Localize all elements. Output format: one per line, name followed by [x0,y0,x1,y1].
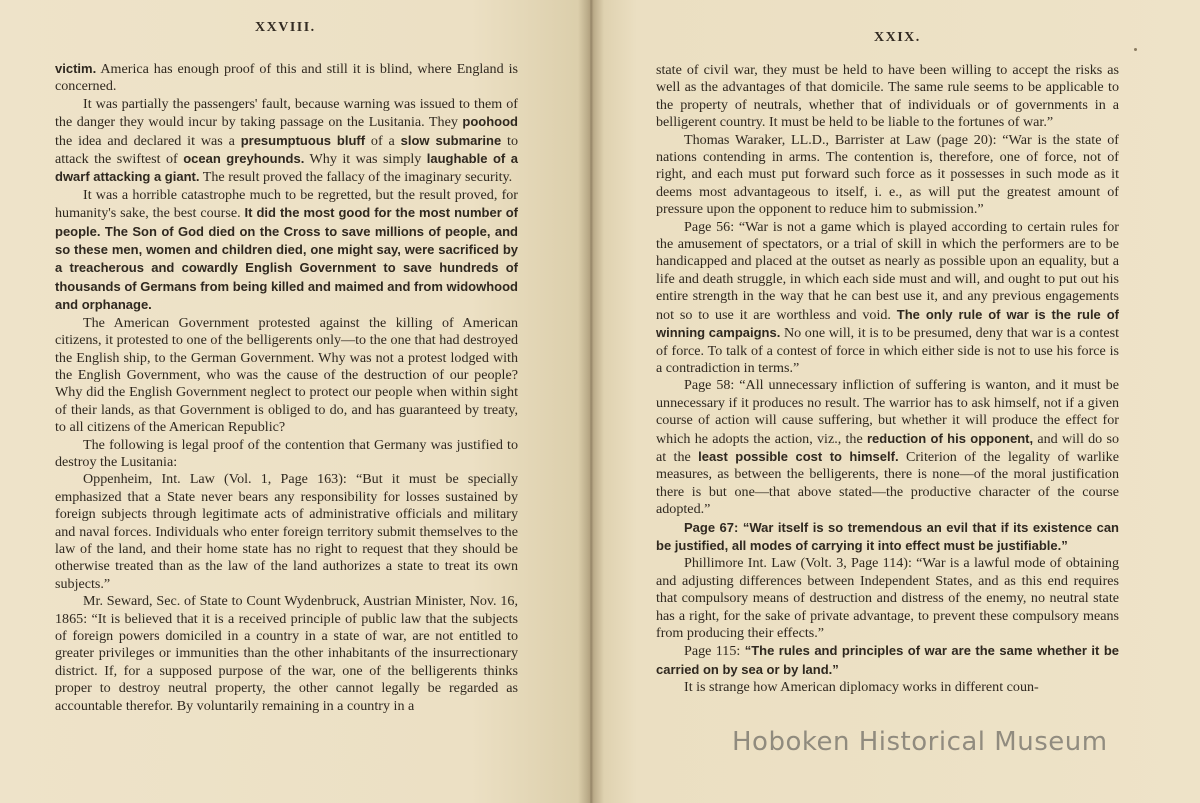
paragraph [656,679,1119,696]
left-page [0,0,588,803]
text-segment: Thomas Waraker, LL.D., Barrister at Law (page 20): “War is the state of nations contending in arms. The contention is, therefore, one of force, not of right, and each must put forward such force as it possesses in such mode as it deems most advantageous to itself, i. e., as will put the greatest amount of pressure upon the opponent to reduce him to submission.” [656,131,1119,218]
paragraph [656,519,1119,556]
paragraph [55,187,518,315]
text-segment: The result proved the fallacy of the imaginary security. [199,169,513,186]
bold-text-segment: “The rules and principles of war are the same whether it be carried on by sea or by land.” [656,643,1119,677]
text-segment: Mr. Seward, Sec. of State to Count Wydenbruck, Austrian Minister, Nov. 16, 1865: “It is believed that it is a received principle of public law that the subjects of foreign powers domiciled in a country in a state of war, are not entitled to greater privileges or immunities than the other inhabitants of the insurrectionary district. If, for a supposed purpose of the war, one of the belligerents thinks proper to destroy neutral property, the other cannot legally be regarded as accountable therefor. By voluntarily remaining in a country in a [55,593,518,714]
text-segment: state of civil war, they must be held to have been willing to accept the risks as well as the advantages of that domicile. The same rule seems to be applicable to the property of neutrals, whether that of individuals or of governments in a belligerent country. It must be held to be liable to the fortunes of war.” [656,62,1119,131]
paper-speck [1134,48,1137,51]
paragraph [55,471,518,593]
bold-text-segment: reduction of his opponent, [866,430,1034,446]
right-page [588,0,1200,803]
paragraph [656,132,1119,219]
text-segment: Why it was simply [304,151,427,168]
paragraph [656,219,1119,378]
text-segment: to attack the swiftest of [55,132,519,168]
text-segment: Page 56: “War is not a game which is played according to certain rules for the amusement of spectators, or a trial of skill in which the performers are to be handicapped and placed at the outset as nearly as possible upon an equality, but a life and death struggle, in which each side must and will, and ought to put out his entire strength in the way that he can best use it, and any previous engagements not so to use it are worthless and void. [656,218,1119,323]
text-segment: Criterion of the legality of warlike measures, as between the belligerents, there is none—of the moral justification there is but one—that above stated—the productive character of the course adopted.” [656,448,1119,518]
left-page-body [55,60,518,715]
paragraph [656,377,1119,518]
paragraph [656,555,1119,642]
text-segment: the idea and declared it was a [55,132,241,149]
text-segment: Page 115: [684,643,745,660]
bold-text-segment: poohood [462,114,518,130]
paragraph [55,437,518,472]
paragraph [55,96,518,187]
bold-text-segment: Page 67: “War itself is so tremendous an evil that if its existence can be justified, all modes of carrying it into effect must be justifiable.” [656,519,1119,553]
text-segment: The following is legal proof of the contention that Germany was justified to destroy the Lusitania: [55,436,518,470]
paragraph [656,642,1119,679]
bold-text-segment: It did the most good for the most number of people. The Son of God died on the Cross to save millions of people, and so these men, women and children died, one might say, were sacrificed by a treacherous and cowardly English Government to save hundreds of thousands of Germans from being killed and maimed and from widowhood and orphanage. [55,205,519,313]
text-segment: It was partially the passengers' fault, because warning was issued to them of the danger they would incur by taking passage on the Lusitania. They [55,95,518,131]
text-segment: of a [365,132,401,149]
bold-text-segment: The only rule of war is the rule of winning campaigns. [656,306,1119,341]
text-segment: and will do so at the [656,430,1119,465]
museum-watermark: Hoboken Historical Museum [732,727,1108,757]
text-segment: No one will, it is to be presumed, deny that war is a contest of force. To talk of a contest of force in which either side is not to use his force is a contradiction in terms.” [656,325,1119,376]
text-segment: Phillimore Int. Law (Volt. 3, Page 114): “War is a lawful mode of obtaining and adjusting differences between Independent States, and as this end requires that compulsory means of destruction and distress of the enemy, no neutral state has a right, for the sake of private advantage, to prevent these compulsory means from producing their effects.” [656,555,1119,641]
right-page-number: XXIX. [874,30,921,45]
bold-text-segment: ocean greyhounds. [183,151,305,167]
left-page-number: XXVIII. [255,20,316,35]
bold-text-segment: slow submarine [400,132,502,148]
text-segment: America has enough proof of this and still it is blind, where England is concerned. [55,61,518,95]
bold-text-segment: laughable of a dwarf attacking a giant. [55,151,518,185]
paragraph [55,593,518,715]
text-segment: Oppenheim, Int. Law (Vol. 1, Page 163): “But it must be specially emphasized that a State never bears any responsibility for losses sustained by foreign subjects through legitimate acts of administrative officials and military and naval forces. Individuals who enter foreign territory submit themselves to the law of the land, and their home state has no right to request that they should be otherwise treated than as the law of the land authorizes a state to treat its own subjects.” [55,471,518,592]
paragraph [55,60,518,96]
text-segment: The American Government protested against the killing of American citizens, it protested to one of the belligerents only—to the one that had destroyed the English ship, to the German Government. Why was not a protest lodged with the English Government, who was the cause of the destruction of our people? Why did the English Government neglect to protect our people when within sight of their lands, as that Government is obliged to do, and has guaranteed by treaty, to all citizens of the American Republic? [55,314,518,436]
text-segment: Page 58: “All unnecessary infliction of suffering is wanton, and it must be unnecessary if it produces no result. The warrior has to ask himself, not if a given course of action will cause suffering, but whether it will produce the effect for which he adopts the action, viz., the [656,377,1119,447]
bold-text-segment: least possible cost to himself. [698,448,899,464]
paragraph [656,62,1119,132]
bold-text-segment: presumptuous bluff [240,132,366,148]
right-page-body [656,62,1119,697]
text-segment: It was a horrible catastrophe much to be regretted, but the result proved, for humanity's sake, the best course. [55,186,518,222]
bold-text-segment: victim. [55,61,97,76]
text-segment: It is strange how American diplomacy works in different coun- [684,679,1039,696]
paragraph [55,315,518,437]
